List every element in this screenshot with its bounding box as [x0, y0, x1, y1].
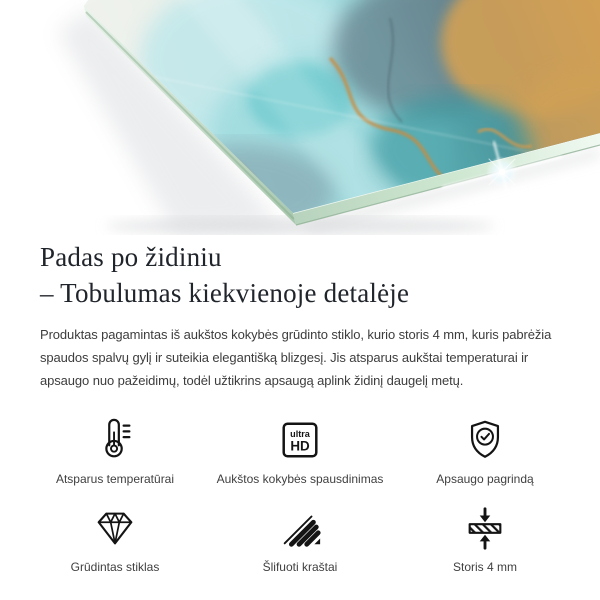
page-title — [40, 239, 560, 311]
feature-heat-resistant — [40, 416, 190, 486]
page-title-line2: – Tobulumas kiekvienoje detalėje — [40, 278, 410, 308]
diamond-icon — [92, 504, 138, 552]
shield-check-icon — [462, 416, 508, 464]
thickness-icon — [462, 504, 508, 552]
product-description-text: Produktas pagamintas iš aukštos kokybės grūdinto stiklo, kurio storis 4 mm, kuris pabrėžia spaudos spalvų gylį ir suteikia elegantišką blizgesį. Jis atsparus aukštai temperaturai ir apsaugo nuo pažeidimų, todėl užtikrins apsaugą aplink židinį daugelį metų. — [40, 327, 552, 388]
feature-label: Aukštos kokybės spausdinimas — [216, 472, 384, 486]
feature-label: Grūdintas stiklas — [70, 560, 160, 574]
feature-label: Apsaugo pagrindą — [436, 472, 534, 486]
feature-print-quality — [190, 416, 410, 486]
feature-tempered-glass — [40, 504, 190, 574]
product-image — [0, 0, 600, 235]
glass-hearth-pad-render — [0, 0, 600, 235]
svg-text:HD: HD — [290, 438, 310, 454]
product-description-section — [0, 239, 600, 392]
feature-grid — [40, 416, 560, 574]
feature-polished-edges — [190, 504, 410, 574]
feature-label: Storis 4 mm — [452, 560, 517, 574]
feature-label: Atsparus temperatūrai — [55, 472, 175, 486]
page-title-line1: Padas po židiniu — [40, 242, 222, 272]
ultra-hd-icon — [277, 416, 323, 464]
feature-protects-base — [410, 416, 560, 486]
polished-edges-icon — [277, 504, 323, 552]
feature-thickness — [410, 504, 560, 574]
thermometer-icon — [92, 416, 138, 464]
svg-text:ultra: ultra — [290, 429, 310, 440]
feature-label: Šlifuoti kraštai — [262, 560, 338, 574]
